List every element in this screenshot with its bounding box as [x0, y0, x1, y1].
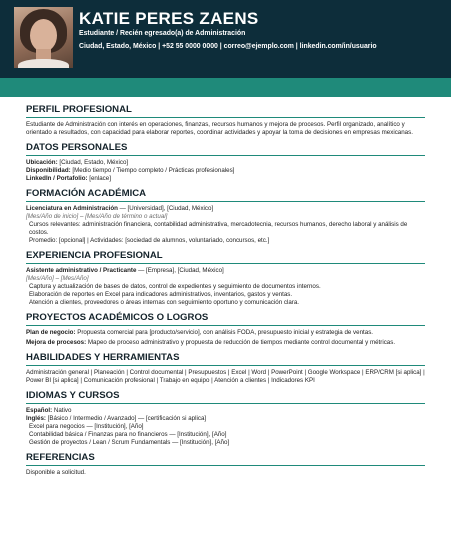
- section-title-proyectos: PROYECTOS ACADÉMICOS O LOGROS: [26, 312, 425, 326]
- project-item: Plan de negocio: Propuesta comercial para [producto/servicio], con análisis FODA, presupuesto inicial y estrategia de ventas.: [26, 329, 374, 336]
- resume-header: [0, 0, 451, 78]
- experience-bullet: Captura y actualización de bases de datos, control de expedientes y seguimiento de documentos internos.: [29, 283, 321, 290]
- degree-courses: Cursos relevantes: administración financiera, contabilidad administrativa, mercadotecnia, recursos humanos, derecho laboral y análisis de costos.: [29, 221, 408, 236]
- section-title-formacion: FORMACIÓN ACADÉMICA: [26, 188, 425, 202]
- candidate-name: KATIE PERES ZAENS: [79, 9, 259, 28]
- experience-bullet: Atención a clientes, proveedores o áreas internas con seguimiento oportuno y comunicación clara.: [29, 299, 299, 306]
- references-text: Disponible a solicitud.: [26, 469, 86, 476]
- role-line: Asistente administrativo / Practicante — [Empresa], [Ciudad, México]: [26, 267, 224, 274]
- role-dates: [Mes/Año] – [Mes/Año]: [26, 275, 89, 282]
- datos-item: Disponibilidad: [Medio tiempo / Tiempo completo / Prácticas profesionales]: [26, 167, 235, 174]
- experience-bullet: Elaboración de reportes en Excel para indicadores administrativos, inventarios, gastos y ventas.: [29, 291, 293, 298]
- section-title-idiomas: IDIOMAS Y CURSOS: [26, 390, 425, 404]
- language-item: Inglés: [Básico / Intermedio / Avanzado] — [certificación si aplica]: [26, 415, 207, 422]
- course-item: Contabilidad básica / Finanzas para no financieros — [Institución], [Año]: [29, 431, 227, 438]
- candidate-subtitle: Estudiante / Recién egresado(a) de Administración: [79, 30, 246, 37]
- skills-text: Administración general | Planeación | Control documental | Presupuestos | Excel | Word | PowerPoint | Google Workspace | ERP/CRM [si aplica] | Power BI [si aplica] | Comunicación profesional | Trabajo en equipo | Atención a clientes | Indicadores KPI: [26, 369, 425, 384]
- project-item: Mejora de procesos: Mapeo de proceso administrativo y propuesta de reducción de tiempos mediante control documental y métricas.: [26, 339, 396, 346]
- language-item: Español: Nativo: [26, 407, 72, 414]
- degree-dates: [Mes/Año de inicio] – [Mes/Año de término o actual]: [26, 213, 168, 220]
- section-title-perfil: PERFIL PROFESIONAL: [26, 104, 425, 118]
- section-title-datos: DATOS PERSONALES: [26, 142, 425, 156]
- course-item: Gestión de proyectos / Lean / Scrum Fundamentals — [Institución], [Año]: [29, 439, 230, 446]
- section-title-referencias: REFERENCIAS: [26, 452, 425, 466]
- course-item: Excel para negocios — [Institución], [Año]: [29, 423, 144, 430]
- section-title-habilidades: HABILIDADES Y HERRAMIENTAS: [26, 352, 425, 366]
- accent-band: [0, 78, 451, 97]
- datos-item: Ubicación: [Ciudad, Estado, México]: [26, 159, 129, 166]
- profile-photo: [14, 7, 73, 68]
- contact-line: Ciudad, Estado, México | +52 55 0000 0000 | correo@ejemplo.com | linkedin.com/in/usuario: [79, 43, 377, 50]
- degree-extra: Promedio: [opcional] | Actividades: [sociedad de alumnos, voluntariado, concursos, etc.]: [29, 237, 270, 244]
- degree-line: Licenciatura en Administración — [Universidad], [Ciudad, México]: [26, 205, 214, 212]
- section-title-experiencia: EXPERIENCIA PROFESIONAL: [26, 250, 425, 264]
- perfil-text: Estudiante de Administración con interés en operaciones, finanzas, recursos humanos y mejora de procesos. Perfil organizado, analítico y orientado a resultados, con capacidad para elaborar reportes, coordinar actividades y apoyar la toma de decisiones en empresas mexicanas.: [26, 121, 413, 136]
- resume-body: [0, 97, 451, 477]
- datos-item: LinkedIn / Portafolio: [enlace]: [26, 175, 111, 182]
